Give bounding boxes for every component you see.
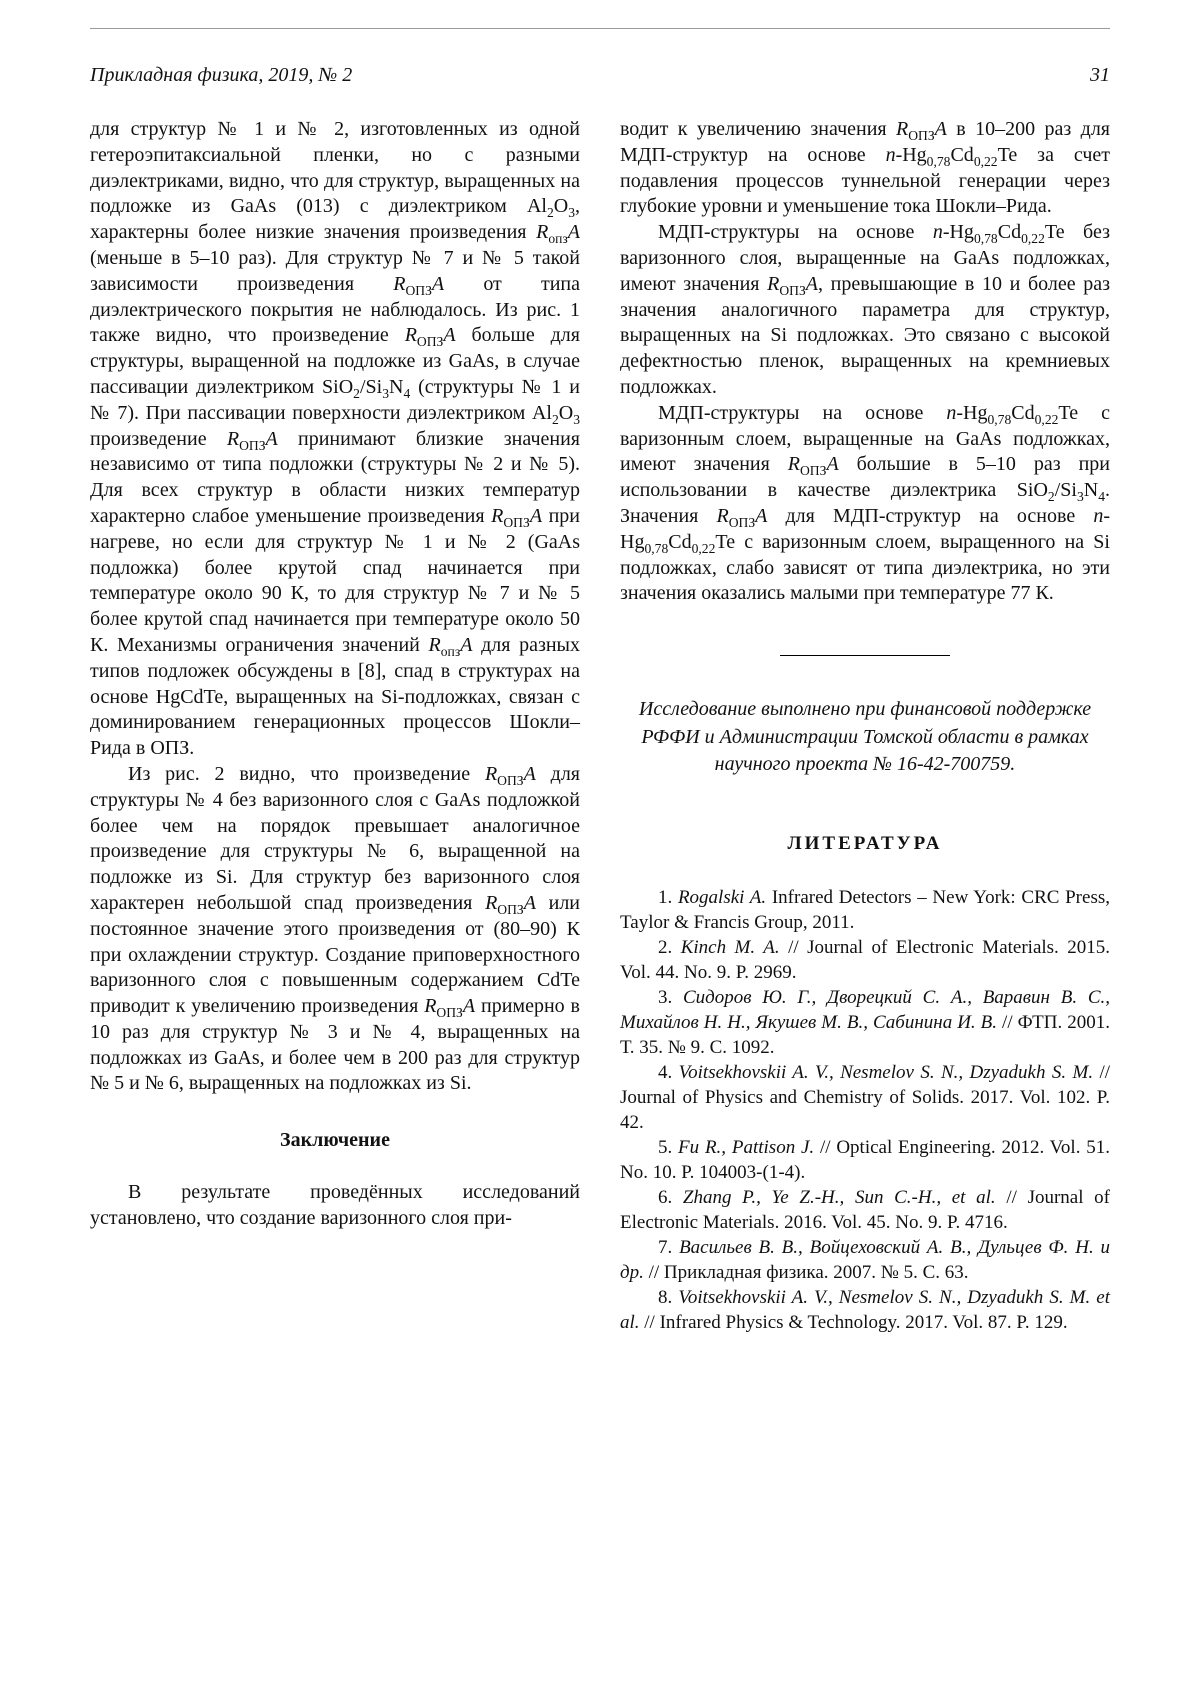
- reference-item: 6. Zhang P., Ye Z.-H., Sun C.-H., et al. // Journal of Electronic Materials. 2016. Vol. 45. No. 9. P. 4716.: [620, 1186, 1110, 1233]
- reference-item: 2. Kinch M. A. // Journal of Electronic Materials. 2015. Vol. 44. No. 9. P. 2969.: [620, 936, 1111, 983]
- right-column: [620, 117, 1110, 1335]
- body-paragraph: МДП-структуры на основе $n-Hg_{0,78}Cd_{0,22}Te$ с варизонным слоем, выращенные на GaAs подложках, имеют значения $R_{ОПЗ}A$ большие в 5–10 раз при использовании в качестве диэлектрика $SiO_2/Si_3N_4$. Значения $R_{ОПЗ}A$ для МДП-структур на основе $n-Hg_{0,78}Cd_{0,22}Te$ с варизонным слоем, выращенного на Si подложках, слабо зависят от типа диэлектрика, но эти значения оказались малыми при температуре 77 К.: [620, 401, 1110, 605]
- reference-item: 3. Сидоров Ю. Г., Дворецкий С. А., Варавин В. С., Михайлов Н. Н., Якушев М. В., Сабинина И. В. // ФТП. 2001. Т. 35. № 9. С. 1092.: [620, 986, 1110, 1058]
- left-column: [90, 117, 580, 1335]
- body-paragraph: Из рис. 2 видно, что произведение $R_{ОПЗ}A$ для структуры № 4 без варизонного слоя с GaAs подложкой более чем на порядок превышает аналогичное произведение для структуры № 6, выращенной на подложке из Si. Для структур без варизонного слоя характерен небольшой спад произведения $R_{ОПЗ}A$ или постоянное значение этого произведения от (80–90) К при охлаждении структур. Создание приповерхностного варизонного слоя с повышенным содержанием CdTe приводит к увеличению произведения $R_{ОПЗ}A$ примерно в 10 раз для структур № 3 и № 4, выращенных на подложках из GaAs, и более чем в 200 раз для структур № 5 и № 6, выращенных на подложках из Si.: [90, 762, 581, 1095]
- references-heading: ЛИТЕРАТУРА: [787, 832, 943, 854]
- reference-item: 7. Васильев В. В., Войцеховский А. В., Дульцев Ф. Н. и др. // Прикладная физика. 2007. № 5. С. 63.: [620, 1236, 1111, 1283]
- top-rule: [90, 28, 1110, 29]
- reference-item: 5. Fu R., Pattison J. // Optical Engineering. 2012. Vol. 51. No. 10. P. 104003-(1-4).: [620, 1136, 1110, 1183]
- body-paragraph: МДП-структуры на основе $n-Hg_{0,78}Cd_{0,22}Te$ без варизонного слоя, выращенные на GaAs подложках, имеют значения $R_{ОПЗ}A$, превышающие в 10 и более раз значения аналогичного параметра для структур, выращенных на Si подложках. Это связано с высокой дефектностью пленок, выращенных на кремниевых подложках.: [620, 221, 1110, 398]
- acknowledgment-text: Исследование выполнено при финансовой поддержке РФФИ и Администрации Томской области в рамках научного проекта № 16-42-700759.: [638, 698, 1092, 776]
- journal-title: Прикладная физика, 2019, № 2: [90, 64, 353, 86]
- reference-item: 8. Voitsekhovskii A. V., Nesmelov S. N., Dzyadukh S. M. et al. // Infrared Physics & Technology. 2017. Vol. 87. P. 129.: [620, 1286, 1110, 1333]
- page-header: [90, 63, 1110, 87]
- conclusion-heading: Заключение: [280, 1129, 390, 1152]
- body-paragraph: для структур № 1 и № 2, изготовленных из одной гетероэпитаксиальной пленки, но с разными диэлектриками, видно, что для структур, выращенных на подложке из GaAs (013) с диэлектриком $Al_2O_3$, характерны более низкие значения произведения $R_{опз}A$ (меньше в 5–10 раз). Для структур № 7 и № 5 такой зависимости произведения $R_{ОПЗ}A$ от типа диэлектрического покрытия не наблюдалось. Из рис. 1 также видно, что произведение $R_{ОПЗ}A$ больше для структуры, выращенной на подложке из GaAs, в случае пассивации диэлектриком $SiO_2/Si_3N_4$ (структуры № 1 и № 7). При пассивации поверхности диэлектриком $Al_2O_3$ произведение $R_{ОПЗ}A$ принимают близкие значения независимо от типа подложки (структуры № 2 и № 5). Для всех структур в области низких температур характерно слабое уменьшение произведения $R_{ОПЗ}A$ при нагреве, но если для структур № 1 и № 2 (GaAs подложка) более крутой спад начинается при температуре около 90 К, то для структур № 7 и № 5 более крутой спад начинается при температуре около 50 К. Механизмы ограничения значений $R_{опз}A$ для разных типов подложек обсуждены в [8], спад в структурах на основе HgCdTe, выращенных на Si-подложках, связан с доминированием генерационных процессов Шокли–Рида в ОПЗ.: [90, 118, 581, 760]
- body-paragraph: водит к увеличению значения $R_{ОПЗ}A$ в 10–200 раз для МДП-структур на основе $n-Hg_{0,78}Cd_{0,22}Te$ за счет подавления процессов туннельной генерации через глубокие уровни и уменьшение тока Шокли–Рида.: [620, 118, 1110, 218]
- acknowledgment-rule: [780, 655, 950, 656]
- reference-item: 1. Rogalski A. Infrared Detectors – New York: CRC Press, Taylor & Francis Group, 2011.: [620, 886, 1110, 933]
- body-paragraph: В результате проведённых исследований установлено, что создание варизонного слоя при-: [90, 1181, 580, 1230]
- reference-item: 4. Voitsekhovskii A. V., Nesmelov S. N., Dzyadukh S. M. // Journal of Physics and Chemistry of Solids. 2017. Vol. 102. P. 42.: [620, 1061, 1111, 1133]
- page-number: 31: [1090, 64, 1110, 86]
- two-column-layout: [90, 117, 1110, 1335]
